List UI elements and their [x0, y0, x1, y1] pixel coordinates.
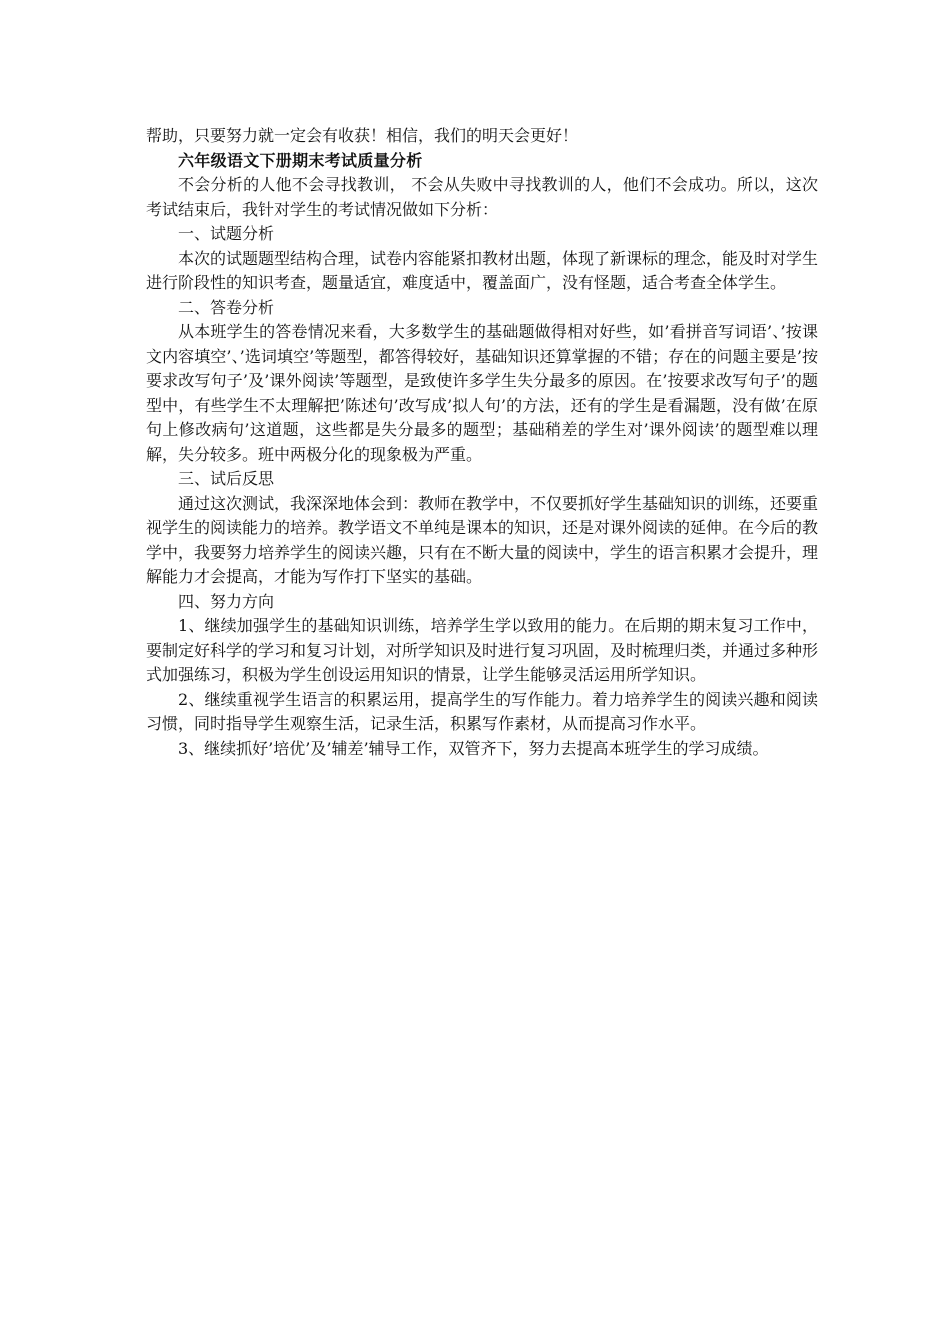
section-heading-reflection: 三、试后反思: [178, 469, 275, 488]
paragraph-question-analysis: 本次的试题题型结构合理，试卷内容能紧扣教材出题，体现了新课标的理念，能及时对学生进行阶段性的知识考查，题量适宜，难度适中，覆盖面广，没有怪题，适合考查全体学生。: [146, 248, 819, 292]
section-heading-question-analysis: 一、试题分析: [178, 224, 275, 243]
intro-paragraph: 不会分析的人他不会寻找教训， 不会从失败中寻找教训的人，他们不会成功。所以，这次考试结束后，我针对学生的考试情况做如下分析：: [146, 175, 818, 219]
paragraph-direction-1: 1、继续加强学生的基础知识训练，培养学生学以致用的能力。在后期的期末复习工作中，要制定好科学的学习和复习计划，对所学知识及时进行复习巩固，及时梳理归类，并通过多种形式加强练习，积极为学生创设运用知识的情景，让学生能够灵活运用所学知识。: [146, 616, 819, 684]
section-heading-direction: 四、努力方向: [178, 591, 275, 611]
section-heading-answer-analysis: 二、答卷分析: [178, 297, 275, 317]
paragraph-direction-3: 3、继续抓好’培优’及’辅差’辅导工作，双管齐下，努力去提高本班学生的学习成绩。: [178, 738, 769, 758]
paragraph-reflection: 通过这次测试，我深深地体会到：教师在教学中，不仅要抓好学生基础知识的训练，还要重视学生的阅读能力的培养。教学语文不单纯是课本的知识，还是对课外阅读的延伸。在今后的教学中，我要努力培养学生的阅读兴趣，只有在不断大量的阅读中，学生的语言积累才会提升，理解能力才会提高，才能为写作打下坚实的基础。: [146, 493, 819, 586]
document-body: [146, 124, 818, 761]
document-title: 六年级语文下册期末考试质量分析: [178, 150, 423, 170]
paragraph-answer-analysis: 从本班学生的答卷情况来看，大多数学生的基础题做得相对好些，如’看拼音写词语’、’按课文内容填空’、’选词填空’等题型，都答得较好，基础知识还算掌握的不错；存在的问题主要是’按要求改写句子’及’课外阅读’等题型，是致使许多学生失分最多的原因。在’按要求改写句子’的题型中，有些学生不太理解把’陈述句’改写成’拟人句’的方法，还有的学生是看漏题，没有做’在原句上修改病句’这道题，这些都是失分最多的题型；基础稍差的学生对’课外阅读’的题型难以理解，失分较多。班中两极分化的现象极为严重。: [146, 322, 818, 464]
lead-line: 帮助，只要努力就一定会有收获！相信，我们的明天会更好！: [146, 126, 579, 145]
paragraph-direction-2: 2、继续重视学生语言的积累运用，提高学生的写作能力。着力培养学生的阅读兴趣和阅读习惯，同时指导学生观察生活，记录生活，积累写作素材，从而提高习作水平。: [146, 689, 818, 733]
